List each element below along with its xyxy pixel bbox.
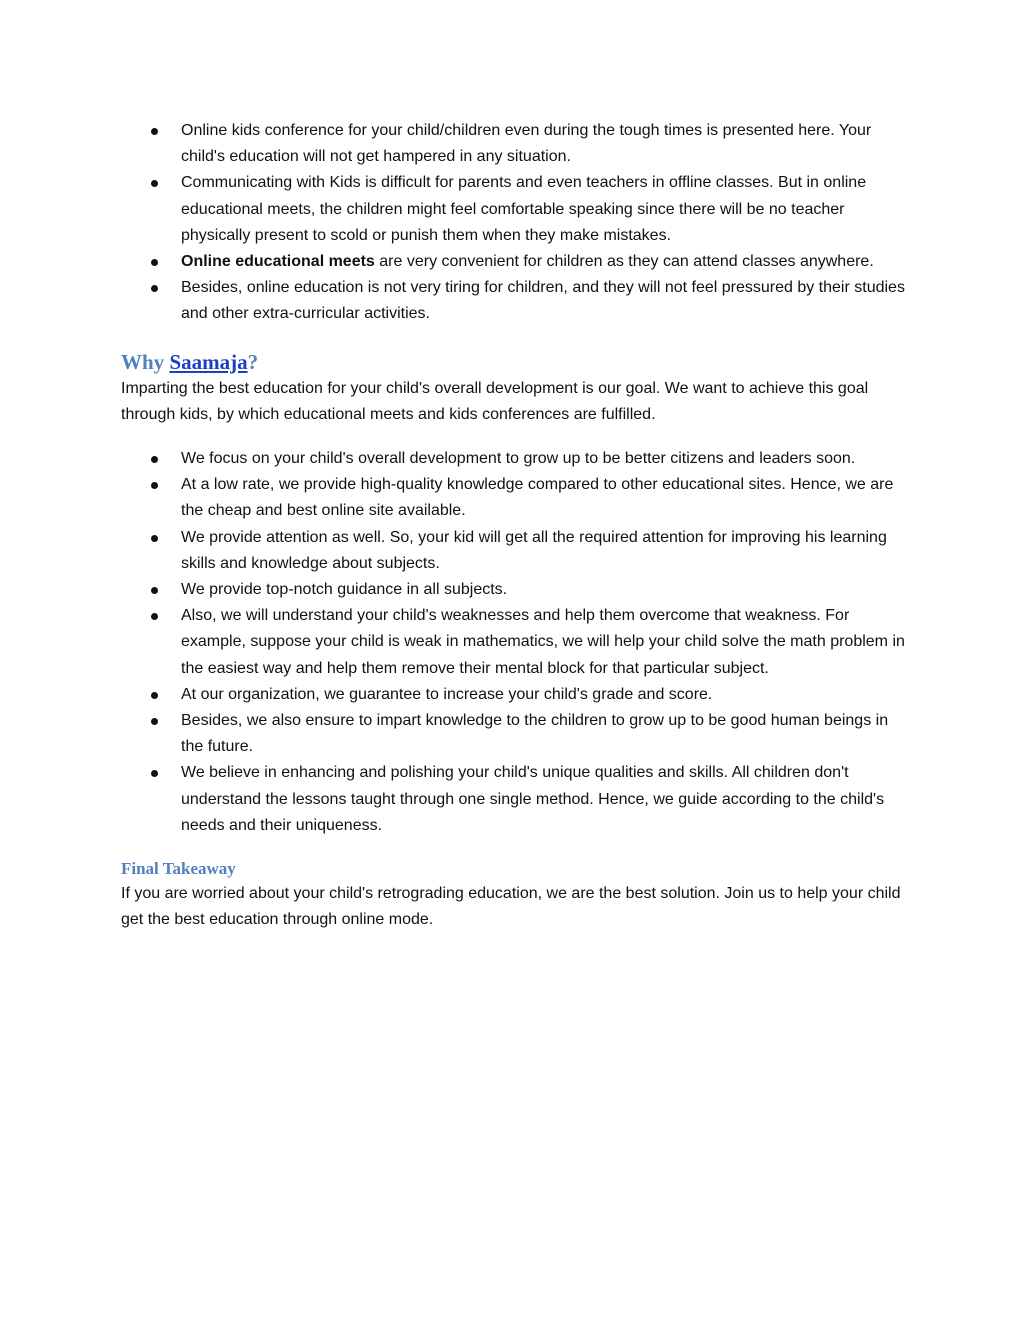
list-item <box>121 525 911 577</box>
bullet-icon <box>151 180 158 187</box>
list-item-text: We provide top-notch guidance in all subjects. <box>181 581 508 599</box>
list-item <box>121 472 911 524</box>
bullet-icon <box>151 613 158 620</box>
list-item-text: At a low rate, we provide high-quality knowledge compared to other educational sites. Hence, we are the cheap and best online site available. <box>181 476 894 520</box>
bullet-icon <box>151 718 158 725</box>
bullet-icon <box>151 128 158 135</box>
list-item-text: We believe in enhancing and polishing your child's unique qualities and skills. All children don't understand the lessons taught through one single method. Hence, we guide according to the child's needs and their uniqueness. <box>181 764 885 834</box>
list-item-text: Besides, online education is not very tiring for children, and they will not feel pressured by their studies and other extra-curricular activities. <box>181 279 905 323</box>
bullet-icon <box>151 285 158 292</box>
why-heading-suffix: ? <box>247 349 259 374</box>
bullet-icon <box>151 587 158 594</box>
bullet-icon <box>151 692 158 699</box>
why-heading <box>121 348 911 376</box>
list-item <box>121 249 911 275</box>
list-item-text: We provide attention as well. So, your kid will get all the required attention for improving his learning skills and knowledge about subjects. <box>181 528 887 572</box>
list-item-text: Also, we will understand your child's weaknesses and help them overcome that weakness. For example, suppose your child is weak in mathematics, we will help your child solve the math problem in the easiest way and help them remove their mental block for that particular subject. <box>181 607 905 677</box>
final-takeaway-heading: Final Takeaway <box>121 859 236 879</box>
list-item <box>121 577 911 603</box>
list-item <box>121 118 911 170</box>
saamaja-link[interactable]: Saamaja <box>169 349 248 374</box>
list-item-text: Online kids conference for your child/children even during the tough times is presented here. Your child's education will not get hampered in any situation. <box>181 122 872 166</box>
list-item-text: are very convenient for children as they can attend classes anywhere. <box>374 253 874 271</box>
list-item <box>121 275 911 327</box>
why-heading-prefix: Why <box>121 349 170 374</box>
list-item-text: Besides, we also ensure to impart knowledge to the children to grow up to be good human beings in the future. <box>181 712 889 756</box>
list-item <box>121 446 911 472</box>
bullet-icon <box>151 456 158 463</box>
list-item-text: Communicating with Kids is difficult for parents and even teachers in offline classes. But in online educational meets, the children might feel comfortable speaking since there will be no teacher physically present to scold or punish them when they make mistakes. <box>181 174 867 244</box>
spacer <box>121 428 911 446</box>
list-item <box>121 603 911 682</box>
final-takeaway-paragraph: If you are worried about your child's retrograding education, we are the best solution. Join us to help your child get the best education through online mode. <box>121 885 901 929</box>
list-item-text: We focus on your child's overall development to grow up to be better citizens and leaders soon. <box>181 450 856 468</box>
list-item-text: At our organization, we guarantee to increase your child's grade and score. <box>181 685 713 703</box>
bullet-icon <box>151 482 158 489</box>
bullet-icon <box>151 770 158 777</box>
why-bullet-list <box>121 446 911 839</box>
why-paragraph: Imparting the best education for your child's overall development is our goal. We want to achieve this goal through kids, by which educational meets and kids conferences are fulfilled. <box>121 379 869 423</box>
document-page <box>121 118 911 933</box>
list-item <box>121 708 911 760</box>
bullet-icon <box>151 535 158 542</box>
intro-bullet-list <box>121 118 911 328</box>
bullet-icon <box>151 259 158 266</box>
list-item <box>121 682 911 708</box>
bold-phrase: Online educational meets <box>181 253 375 271</box>
list-item <box>121 170 911 249</box>
list-item <box>121 760 911 839</box>
